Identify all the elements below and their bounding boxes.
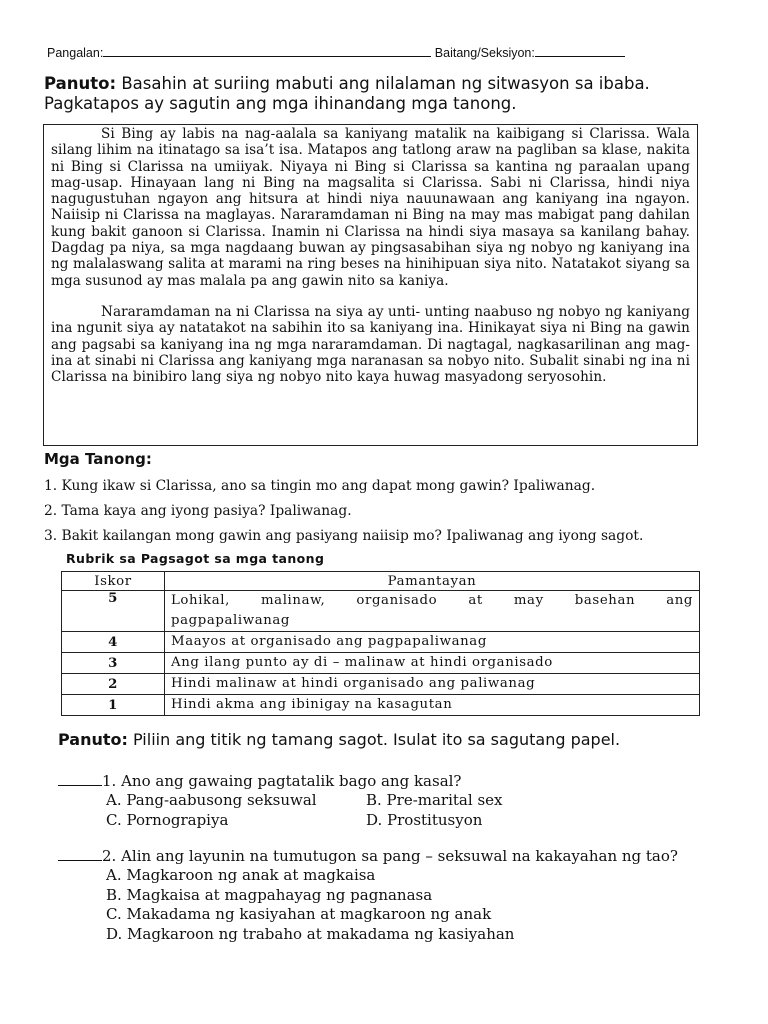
rubric-row — [62, 653, 700, 674]
rubric-desc: Hindi akma ang ibinigay na kasagutan — [165, 695, 700, 716]
rubric-desc — [165, 591, 700, 632]
question-item: 1. Kung ikaw si Clarissa, ano sa tingin mo ang dapat mong gawin? Ipaliwanag. — [44, 478, 596, 494]
story-paragraph-1: Si Bing ay labis na nag-aalala sa kaniyang matalik na kaibigang si Clarissa. Wala silang lihim na itinatago sa isa’t isa. Matapos ang tatlong araw na pagliban sa klase, nakita ni Bing si Clarissa na umiiyak. Niyaya ni Bing si Clarissa sa kantina ng paraalan upang mag-usap. Hinayaan lang ni Bing na magsalita si Clarissa. Sabi ni Clarissa, hindi niya nagugustuhan ngayon ang hitsura at hindi niya nauunawaan ang kaniyang ina ngayon. Naiisip ni Clarissa na maglayas. Nararamdaman ni Bing na may mas mabigat pang dahilan kung bakit ganoon si Clarissa. Inamin ni Clarissa na hindi siya masaya sa kanilang bahay. Dagdag pa niya, sa mga nagdaang buwan ay pingsasabihan siya ng nobyo ng kaniyang ina ng malalaswang salita at marami na ring beses na hinihipuan siya nito. Natatakot siyang sa mga susunod ay mas malala pa ang gawin nito sa kaniya. — [51, 126, 690, 289]
section-label: Baitang/Seksiyon: — [434, 46, 535, 60]
mc-question-line — [58, 771, 718, 791]
mc-option: C. Pornograpiya — [106, 810, 229, 829]
name-section-header — [47, 44, 625, 60]
answer-blank[interactable] — [58, 771, 102, 786]
story-paragraph-2: Nararamdaman na ni Clarissa na siya ay unti- unting naabuso ng nobyo ng kaniyang ina ngunit siya ay natatakot na sabihin ito sa kaniyang ina. Hinikayat siya ni Bing na gawin ang pagsabi sa kaniyang ina ng mga nararamdaman. Di nagtagal, nagkasarilinan ang mag-ina at sinabi ni Clarissa ang kaniyang mga naranasan sa nobyo nito. Subalit sinabi ng ina ni Clarissa na binibiro lang siya ng nobyo nito kaya huwag masyadong seryosohin. — [51, 303, 690, 386]
mc-option: A. Magkaroon ng anak at magkaisa — [106, 866, 376, 884]
rubric-score: 5 — [62, 591, 165, 632]
mc-option: C. Makadama ng kasiyahan at magkaroon ng anak — [106, 905, 492, 923]
rubric-desc: Ang ilang punto ay di – malinaw at hindi organisado — [165, 653, 700, 674]
questions-list — [44, 477, 744, 552]
mc-question-text: 1. Ano ang gawaing pagtatalik bago ang kasal? — [102, 772, 462, 790]
mc-question-line — [58, 846, 758, 866]
rubric-row — [62, 695, 700, 716]
instruction-1-label: Panuto: — [44, 74, 117, 93]
mc-option: B. Pre-marital sex — [366, 791, 503, 809]
rubric-table — [61, 571, 700, 716]
rubric-row — [62, 632, 700, 653]
mc-question-1 — [58, 771, 718, 830]
rubric-desc-line2: pagpapaliwanag — [171, 613, 291, 628]
section-blank[interactable] — [535, 44, 625, 57]
mc-options — [106, 791, 718, 830]
instruction-1-text: Basahin at suriing mabuti ang nilalaman ng sitwasyon sa ibaba. Pagkatapos ay sagutin ang mga ihinandang mga tanong. — [44, 74, 650, 113]
instruction-1 — [44, 74, 734, 114]
rubric-score: 2 — [62, 674, 165, 695]
rubric-desc-line1: Lohikal, malinaw, organisado at may basehan ang — [171, 593, 693, 608]
mc-option: D. Prostitusyon — [366, 810, 483, 829]
questions-heading: Mga Tanong: — [44, 450, 152, 468]
rubric-score: 4 — [62, 632, 165, 653]
name-label: Pangalan: — [47, 46, 104, 60]
question-item: 2. Tama kaya ang iyong pasiya? Ipaliwanag. — [44, 503, 352, 519]
instruction-2-text: Piliin ang titik ng tamang sagot. Isulat ito sa sagutang papel. — [127, 730, 621, 749]
mc-question-text: 2. Alin ang layunin na tumutugon sa pang – seksuwal na kakayahan ng tao? — [102, 847, 678, 865]
rubric-row — [62, 591, 700, 632]
rubric-header-score: Iskor — [62, 572, 165, 591]
instruction-2 — [58, 730, 620, 749]
rubric-header-criteria: Pamantayan — [165, 572, 700, 591]
answer-blank[interactable] — [58, 846, 102, 861]
rubric-desc: Hindi malinaw at hindi organisado ang paliwanag — [165, 674, 700, 695]
rubric-desc: Maayos at organisado ang pagpapaliwanag — [165, 632, 700, 653]
instruction-2-label: Panuto: — [58, 730, 128, 749]
mc-options — [106, 866, 758, 944]
question-item: 3. Bakit kailangan mong gawin ang pasiyang naiisip mo? Ipaliwanag ang iyong sagot. — [44, 528, 644, 544]
rubric-header-row — [62, 572, 700, 591]
mc-option: D. Magkaroon ng trabaho at makadama ng kasiyahan — [106, 924, 515, 943]
story-box — [43, 124, 698, 446]
mc-option: B. Magkaisa at magpahayag ng pagnanasa — [106, 885, 433, 904]
name-blank[interactable] — [103, 44, 431, 57]
rubric-score: 3 — [62, 653, 165, 674]
rubric-row — [62, 674, 700, 695]
rubric-score: 1 — [62, 695, 165, 716]
rubric-title: Rubrik sa Pagsagot sa mga tanong — [66, 551, 325, 566]
mc-option: A. Pang-aabusong seksuwal — [106, 791, 317, 809]
mc-question-2 — [58, 846, 758, 944]
